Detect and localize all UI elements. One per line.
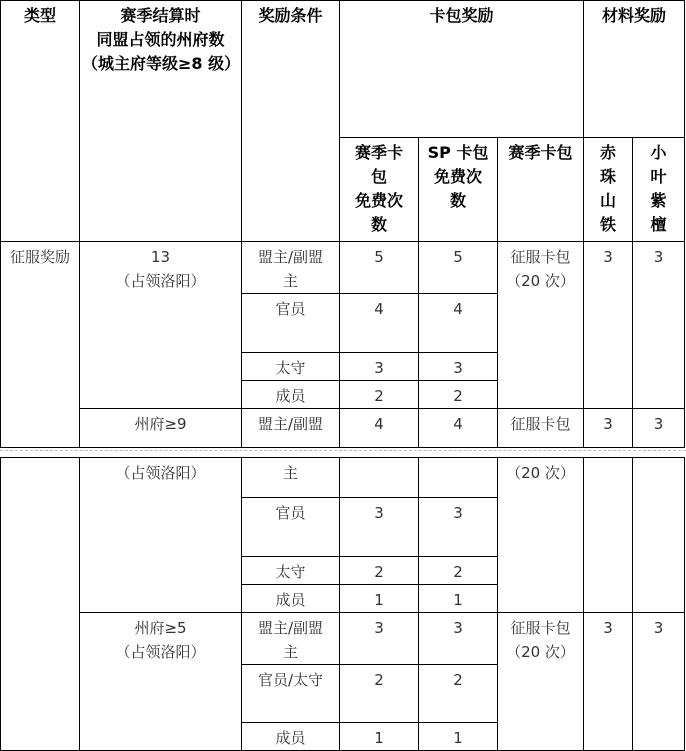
subheader-sp-free bbox=[419, 138, 498, 242]
tier3-sandal: 3 bbox=[633, 613, 685, 751]
season-free-cell: 5 bbox=[340, 242, 419, 294]
season-free-cell: 1 bbox=[340, 585, 419, 613]
sp-free-cell: 3 bbox=[419, 498, 498, 557]
reward-table-part2 bbox=[0, 457, 685, 751]
tier2-red-iron: 3 bbox=[584, 409, 633, 448]
condition-cell: 盟主/副盟 bbox=[242, 409, 340, 448]
condition-cell: 太守 bbox=[242, 353, 340, 381]
sp-free-cell: 1 bbox=[419, 723, 498, 751]
subheader-season-free-l1: 赛季卡 bbox=[354, 143, 403, 162]
category-text: 征服奖励 bbox=[10, 248, 71, 266]
sp-free-cell: 2 bbox=[419, 381, 498, 409]
tier3-pack-name: 征服卡包 bbox=[510, 619, 571, 637]
subheader-sp-free-l3: 数 bbox=[449, 191, 466, 210]
tier2-sandal: 3 bbox=[633, 409, 685, 448]
tier1-count-value: 13 bbox=[150, 248, 171, 266]
subheader-season-free-l4: 数 bbox=[370, 215, 387, 234]
tier2-red-iron-continued bbox=[584, 458, 633, 613]
header-card-reward: 卡包奖励 bbox=[340, 1, 584, 138]
subheader-sp-free-l1: SP 卡包 bbox=[427, 143, 489, 162]
tier3-red-iron: 3 bbox=[584, 613, 633, 751]
sp-free-cell: 3 bbox=[419, 353, 498, 381]
sp-free-cell: 1 bbox=[419, 585, 498, 613]
condition-cell: 官员 bbox=[242, 498, 340, 557]
tier3-count-note: （占领洛阳） bbox=[115, 643, 206, 661]
category-cell bbox=[1, 242, 80, 448]
header-condition: 奖励条件 bbox=[242, 1, 340, 242]
season-free-cell: 4 bbox=[340, 409, 419, 448]
header-material-reward: 材料奖励 bbox=[584, 1, 685, 138]
tier1-pack bbox=[498, 242, 584, 409]
condition-cell: 成员 bbox=[242, 723, 340, 751]
sp-free-cell: 4 bbox=[419, 294, 498, 353]
tier3-pack-note: （20 次） bbox=[506, 643, 575, 661]
subheader-small-leaf-sandalwood-text: 小叶紫檀 bbox=[650, 143, 667, 234]
tier1-count bbox=[80, 242, 242, 409]
tier3-count bbox=[80, 613, 242, 751]
condition-cell: 主 bbox=[242, 458, 340, 498]
subheader-season-free-l2: 包 bbox=[370, 167, 387, 186]
page-break-line bbox=[0, 450, 686, 451]
sp-free-cell: 4 bbox=[419, 409, 498, 448]
subheader-season-free-l3: 免费次 bbox=[354, 191, 403, 210]
condition-cell: 官员/太守 bbox=[242, 665, 340, 723]
season-free-cell: 3 bbox=[340, 613, 419, 665]
sp-free-cell bbox=[419, 458, 498, 498]
tier1-count-note: （占领洛阳） bbox=[115, 272, 206, 290]
condition-cell: 成员 bbox=[242, 585, 340, 613]
tier1-sandal: 3 bbox=[633, 242, 685, 409]
season-free-cell: 2 bbox=[340, 665, 419, 723]
season-free-cell: 3 bbox=[340, 498, 419, 557]
condition-cell: 官员 bbox=[242, 294, 340, 353]
tier1-pack-note: （20 次） bbox=[506, 272, 575, 290]
subheader-season-free bbox=[340, 138, 419, 242]
header-state-count-line2: 同盟占领的州府数 bbox=[96, 30, 225, 49]
season-free-cell: 1 bbox=[340, 723, 419, 751]
tier3-pack bbox=[498, 613, 584, 751]
subheader-season-pack: 赛季卡包 bbox=[498, 138, 584, 242]
subheader-small-leaf-sandalwood bbox=[633, 138, 685, 242]
condition-cell: 盟主/副盟主 bbox=[242, 242, 340, 294]
season-free-cell bbox=[340, 458, 419, 498]
tier2-count: 州府≥9 bbox=[80, 409, 242, 448]
season-free-cell: 3 bbox=[340, 353, 419, 381]
sp-free-cell: 2 bbox=[419, 557, 498, 585]
header-type: 类型 bbox=[1, 1, 80, 242]
tier2-count-continued: （占领洛阳） bbox=[80, 458, 242, 613]
tier1-red-iron: 3 bbox=[584, 242, 633, 409]
sp-free-cell: 3 bbox=[419, 613, 498, 665]
header-state-count bbox=[80, 1, 242, 242]
condition-cell: 盟主/副盟主 bbox=[242, 613, 340, 665]
condition-cell: 成员 bbox=[242, 381, 340, 409]
season-free-cell: 2 bbox=[340, 557, 419, 585]
subheader-red-pearl-iron-text: 赤珠山铁 bbox=[600, 143, 617, 234]
header-state-count-line3: （城主府等级≥8 级） bbox=[82, 54, 241, 73]
season-free-cell: 2 bbox=[340, 381, 419, 409]
header-state-count-line1: 赛季结算时 bbox=[120, 6, 201, 25]
season-free-cell: 4 bbox=[340, 294, 419, 353]
subheader-red-pearl-iron bbox=[584, 138, 633, 242]
tier1-pack-name: 征服卡包 bbox=[510, 248, 571, 266]
tier3-count-value: 州府≥5 bbox=[134, 619, 187, 637]
condition-cell: 太守 bbox=[242, 557, 340, 585]
subheader-sp-free-l2: 免费次 bbox=[433, 167, 482, 186]
tier2-pack: 征服卡包 bbox=[498, 409, 584, 448]
sp-free-cell: 5 bbox=[419, 242, 498, 294]
sp-free-cell: 2 bbox=[419, 665, 498, 723]
category-cell-continued bbox=[1, 458, 80, 751]
tier2-sandal-continued bbox=[633, 458, 685, 613]
tier2-pack-continued: （20 次） bbox=[498, 458, 584, 613]
